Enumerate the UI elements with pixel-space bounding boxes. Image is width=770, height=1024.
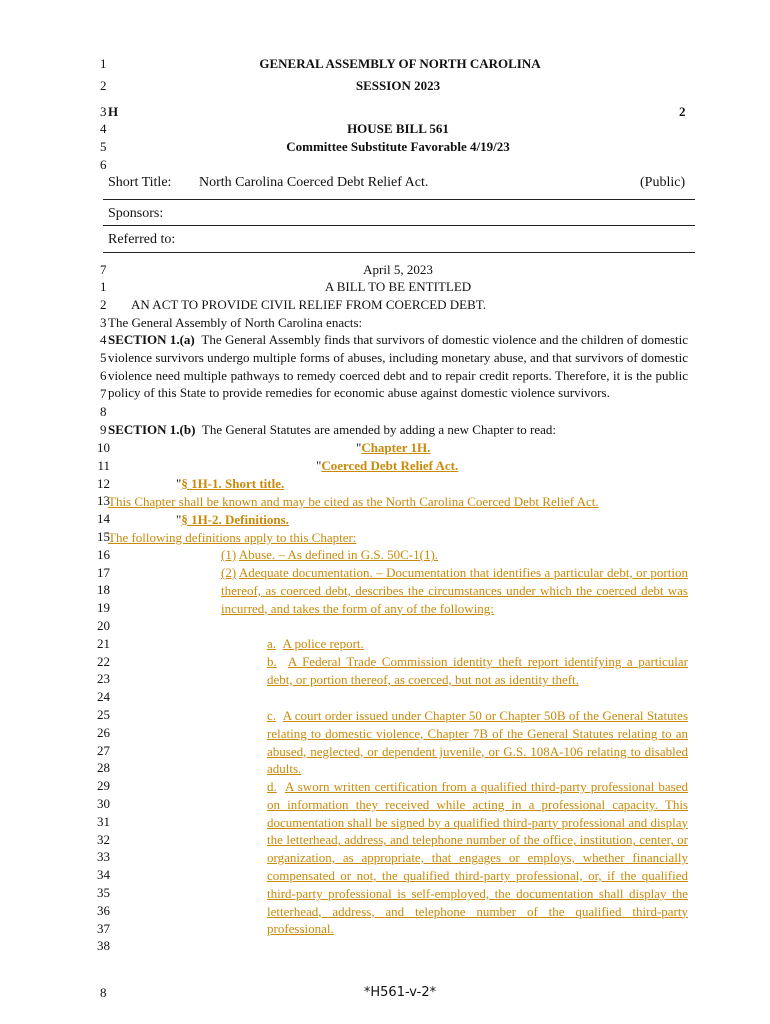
definition-1 bbox=[221, 547, 438, 563]
section-1h-1-heading: "§ 1H-1. Short title. bbox=[176, 476, 285, 491]
definition-2-number: (2) bbox=[221, 565, 237, 580]
line-number: 10 bbox=[97, 440, 110, 455]
line-number: 3 bbox=[100, 104, 107, 119]
bill-title: HOUSE BILL 561 bbox=[347, 121, 449, 136]
item-d bbox=[267, 778, 688, 938]
public-label: (Public) bbox=[640, 175, 686, 190]
divider bbox=[103, 252, 695, 253]
bill-entitled: A BILL TO BE ENTITLED bbox=[324, 279, 472, 294]
line-number: 38 bbox=[97, 938, 110, 954]
line-number: 31 bbox=[97, 813, 110, 829]
line-number: 29 bbox=[97, 778, 110, 794]
item-c bbox=[267, 707, 688, 778]
line-number: 14 bbox=[97, 511, 110, 527]
line-number: 6 bbox=[100, 368, 107, 383]
chamber-letter: H bbox=[108, 104, 119, 119]
line-number: 7 bbox=[100, 262, 107, 277]
line-number: 2 bbox=[100, 78, 107, 93]
item-b-text: A Federal Trade Commission identity theft report identifying a particular debt, or portion thereof, as coerced, but not as identity theft. bbox=[267, 654, 689, 687]
line-number: 1 bbox=[100, 279, 107, 294]
line-number: 22 bbox=[97, 653, 110, 669]
line-number: 17 bbox=[97, 564, 110, 580]
line-number: 15 bbox=[97, 529, 110, 544]
item-c-text: A court order issued under Chapter 50 or Chapter 50B of the General Statutes relating to domestic violence, Chapter 7B of the General Statutes relating to an abused, neglected, or dependent juvenile, or G.S. 108A-106 relating to disabled adults. bbox=[267, 708, 688, 777]
definition-2-text: Adequate documentation. – Documentation that identifies a particular debt, or portion thereof, as coerced debt, describes the circumstances under which the coerced debt was incurred, and takes the form of any of the following: bbox=[221, 565, 688, 616]
chapter-name-heading: "Coerced Debt Relief Act. bbox=[316, 458, 459, 473]
definitions-intro: The following definitions apply to this Chapter: bbox=[108, 530, 357, 545]
line-number: 19 bbox=[97, 600, 110, 616]
line-number: 23 bbox=[97, 671, 110, 687]
line-number: 25 bbox=[97, 707, 110, 722]
section-1h-2-heading: "§ 1H-2. Definitions. bbox=[176, 512, 289, 527]
item-b-label: b. bbox=[267, 654, 277, 669]
section-1h-1-title: § 1H-1. Short title. bbox=[181, 476, 285, 491]
section-1a-text: The General Assembly finds that survivors of domestic violence and the children of domestic violence survivors undergo multiple forms of abuses, including monetary abuse, and that survivors of domestic violence need multiple pathways to remedy coerced debt and to repair credit reports. Therefore, it is the public policy of this State to provide remedies for economic abuse against domestic violence survivors. bbox=[108, 332, 688, 401]
line-number: 18 bbox=[97, 582, 110, 598]
definition-1-text: Abuse. – As defined in G.S. 50C-1(1). bbox=[238, 547, 439, 562]
page-number: 8 bbox=[100, 985, 107, 1000]
chapter-heading: "Chapter 1H. bbox=[356, 440, 431, 455]
referred-label: Referred to: bbox=[108, 232, 176, 247]
section-1a bbox=[108, 331, 688, 402]
divider bbox=[103, 225, 695, 226]
document-code: *H561-v-2* bbox=[363, 985, 437, 1000]
sponsors-label: Sponsors: bbox=[108, 206, 164, 221]
item-a bbox=[267, 636, 364, 652]
session-heading: SESSION 2023 bbox=[355, 78, 441, 93]
line-number: 1 bbox=[100, 56, 107, 71]
section-1b bbox=[108, 422, 556, 438]
item-a-label: a. bbox=[267, 636, 277, 651]
chapter-number: Chapter 1H. bbox=[361, 440, 431, 455]
definition-1-number: (1) bbox=[221, 547, 237, 562]
short-title-value: North Carolina Coerced Debt Relief Act. bbox=[199, 175, 429, 190]
line-number: 2 bbox=[100, 297, 107, 312]
section-1h-1-text: This Chapter shall be known and may be cited as the North Carolina Coerced Debt Relief Act. bbox=[108, 494, 599, 509]
section-1h-2-title: § 1H-2. Definitions. bbox=[181, 512, 289, 527]
section-1b-heading: SECTION 1.(b) bbox=[108, 422, 196, 437]
line-number: 20 bbox=[97, 618, 110, 633]
definition-2 bbox=[221, 564, 688, 617]
enacting-clause: The General Assembly of North Carolina enacts: bbox=[108, 315, 363, 330]
short-title-label: Short Title: bbox=[108, 175, 172, 190]
line-number: 8 bbox=[100, 404, 107, 419]
line-number: 35 bbox=[97, 885, 110, 900]
line-number: 9 bbox=[100, 422, 107, 437]
line-number: 12 bbox=[97, 475, 110, 491]
line-number: 33 bbox=[97, 849, 110, 865]
line-number: 37 bbox=[97, 920, 110, 936]
line-number: 4 bbox=[100, 332, 107, 347]
line-number: 3 bbox=[100, 315, 107, 330]
committee-substitute: Committee Substitute Favorable 4/19/23 bbox=[286, 139, 510, 154]
line-number: 30 bbox=[97, 796, 110, 811]
section-1a-heading: SECTION 1.(a) bbox=[108, 332, 195, 347]
line-number: 6 bbox=[100, 157, 107, 172]
line-number: 24 bbox=[97, 689, 110, 705]
act-title: AN ACT TO PROVIDE CIVIL RELIEF FROM COERCED DEBT. bbox=[131, 297, 486, 312]
line-number: 16 bbox=[97, 546, 110, 562]
assembly-heading: GENERAL ASSEMBLY OF NORTH CAROLINA bbox=[259, 56, 541, 71]
item-a-text: A police report. bbox=[282, 636, 364, 651]
line-number: 32 bbox=[97, 831, 110, 847]
item-b bbox=[267, 653, 688, 689]
item-d-text: A sworn written certification from a qualified third-party professional based on information they received while acting in a professional capacity. This documentation shall be signed by a qualified third-party professional and display the letterhead, address, and telephone number of the office, institution, center, or organization, as appropriate, that engages or employs, whether financially compensated or not, the qualified third-party professional, or, if the qualified third-party professional is self-employed, the documentation shall display the letterhead, address, and telephone number of the qualified third-party professional. bbox=[267, 779, 688, 937]
line-number: 4 bbox=[100, 121, 107, 136]
line-number: 11 bbox=[97, 457, 110, 473]
chapter-name: Coerced Debt Relief Act. bbox=[321, 458, 459, 473]
line-number: 21 bbox=[97, 635, 110, 651]
line-number: 7 bbox=[100, 386, 107, 401]
line-number: 34 bbox=[97, 867, 110, 883]
item-d-label: d. bbox=[267, 779, 277, 794]
introduced-date: April 5, 2023 bbox=[363, 262, 433, 277]
line-number: 36 bbox=[97, 902, 110, 918]
line-number: 28 bbox=[97, 760, 110, 776]
version-number: 2 bbox=[679, 104, 686, 119]
line-number: 5 bbox=[100, 350, 107, 365]
line-number: 26 bbox=[97, 724, 110, 740]
item-c-label: c. bbox=[267, 708, 277, 723]
section-1b-text: The General Statutes are amended by adding a new Chapter to read: bbox=[201, 422, 557, 437]
divider bbox=[103, 199, 695, 200]
line-number: 5 bbox=[100, 139, 107, 154]
line-number: 27 bbox=[97, 742, 110, 758]
line-number: 13 bbox=[97, 493, 110, 509]
